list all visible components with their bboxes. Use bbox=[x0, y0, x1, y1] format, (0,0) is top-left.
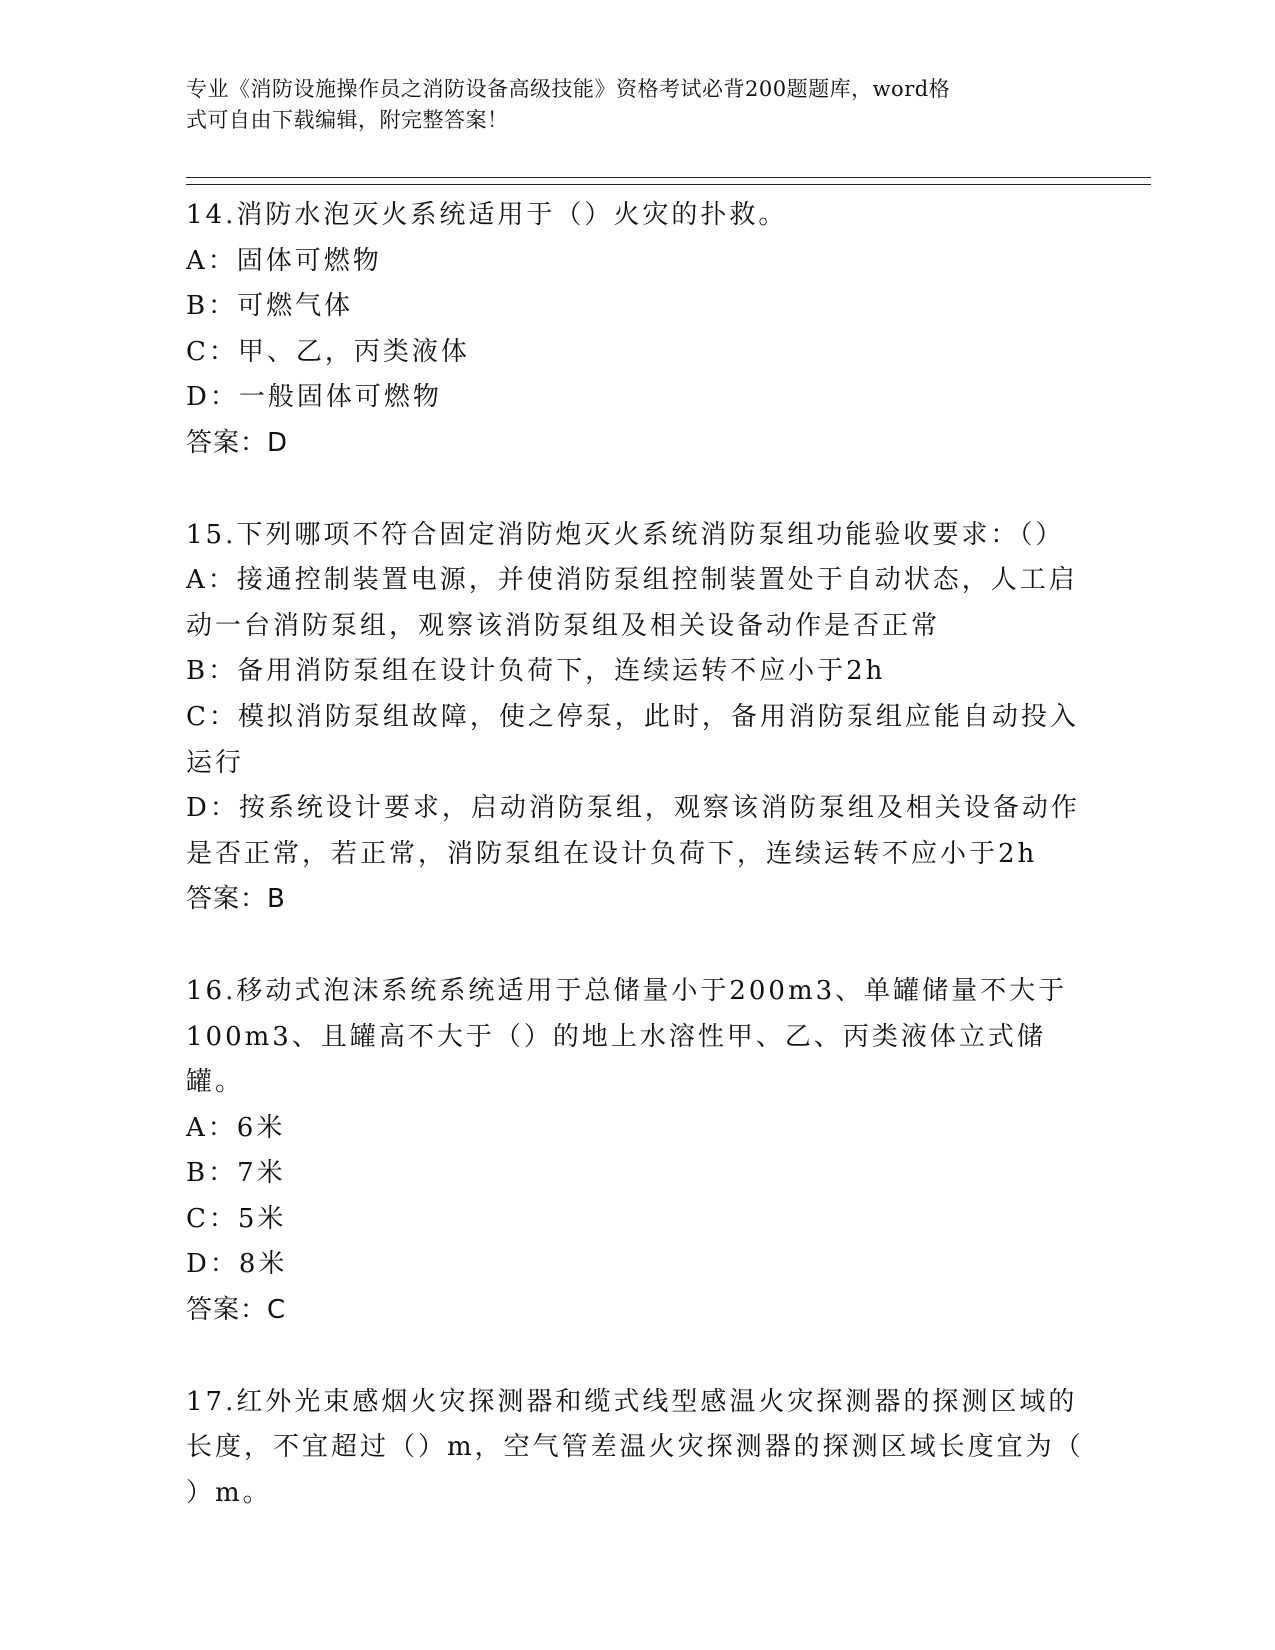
question-stem: 16.移动式泡沫系统系统适用于总储量小于200m3、单罐储量不大于 bbox=[186, 975, 1068, 1006]
option-b: B：备用消防泵组在设计负荷下，连续运转不应小于2h bbox=[186, 656, 886, 687]
option-a: A：6米 bbox=[186, 1112, 286, 1143]
option-c: C：甲、乙，丙类液体 bbox=[186, 336, 470, 367]
document-header bbox=[186, 74, 1066, 136]
option-d-continued: 是否正常，若正常，消防泵组在设计负荷下，连续运转不应小于2h bbox=[186, 838, 1038, 869]
header-divider-top bbox=[186, 177, 1151, 178]
option-c-continued: 运行 bbox=[186, 747, 245, 778]
question-17 bbox=[186, 1380, 1086, 1517]
option-a: A：固体可燃物 bbox=[186, 245, 382, 276]
question-list bbox=[186, 193, 1086, 1516]
option-d: D：8米 bbox=[186, 1249, 288, 1280]
option-b: B：可燃气体 bbox=[186, 291, 354, 322]
question-stem-continued: 长度，不宜超过（）m，空气管差温火灾探测器的探测区域长度宜为（ bbox=[186, 1432, 1084, 1463]
header-line-2: 式可自由下载编辑，附完整答案！ bbox=[186, 108, 509, 132]
option-b: B：7米 bbox=[186, 1158, 286, 1189]
question-16 bbox=[186, 969, 1086, 1334]
option-a-continued: 动一台消防泵组，观察该消防泵组及相关设备动作是否正常 bbox=[186, 610, 941, 641]
option-d: D：按系统设计要求，启动消防泵组，观察该消防泵组及相关设备动作 bbox=[186, 793, 1080, 824]
question-15 bbox=[186, 513, 1086, 923]
answer: 答案：C bbox=[186, 1295, 287, 1326]
question-stem: 14.消防水泡灭火系统适用于（）火灾的扑救。 bbox=[186, 200, 788, 230]
header-divider-bottom bbox=[186, 184, 1151, 185]
question-stem-continued: ）m。 bbox=[186, 1477, 272, 1508]
question-stem: 17.红外光束感烟火灾探测器和缆式线型感温火灾探测器的探测区域的 bbox=[186, 1386, 1078, 1417]
answer: 答案：B bbox=[186, 884, 286, 915]
question-stem: 15.下列哪项不符合固定消防炮灭火系统消防泵组功能验收要求：（） bbox=[186, 519, 1065, 550]
question-stem-continued: 100m3、且罐高不大于（）的地上水溶性甲、乙、丙类液体立式储罐。 bbox=[186, 1021, 1046, 1098]
option-c: C：5米 bbox=[186, 1203, 287, 1234]
header-line-1: 专业《消防设施操作员之消防设备高级技能》资格考试必背200题题库，word格 bbox=[186, 77, 951, 101]
option-d: D：一般固体可燃物 bbox=[186, 382, 442, 413]
answer: 答案：D bbox=[186, 427, 289, 458]
option-a: A：接通控制装置电源，并使消防泵组控制装置处于自动状态，人工启 bbox=[186, 565, 1078, 596]
question-14 bbox=[186, 193, 1086, 467]
option-c: C：模拟消防泵组故障，使之停泵，此时，备用消防泵组应能自动投入 bbox=[186, 701, 1079, 732]
